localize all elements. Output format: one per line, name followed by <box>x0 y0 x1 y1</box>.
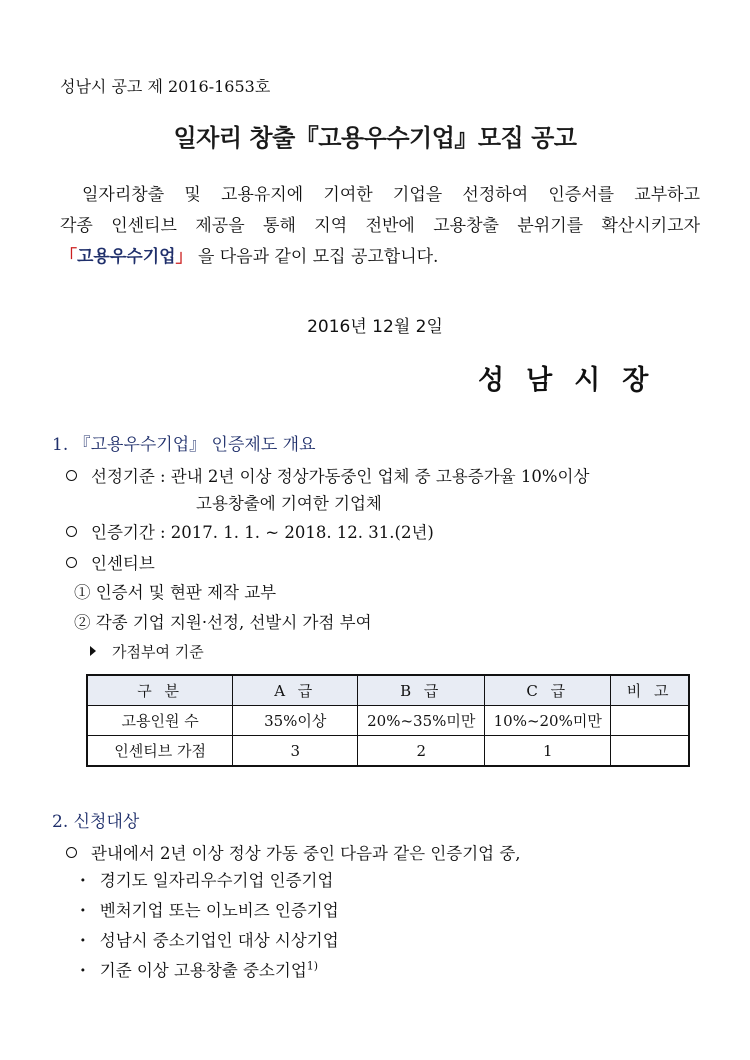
eligibility-intro-text: 관내에서 2년 이상 정상 가동 중인 다음과 같은 인증기업 중, <box>91 844 521 863</box>
table-cell: 35%이상 <box>233 706 358 736</box>
dot-bullet-icon: · <box>80 931 86 950</box>
table-header-cell: 구 분 <box>87 675 233 706</box>
list-item <box>80 927 339 951</box>
eligibility-intro <box>66 840 521 864</box>
grade-table <box>86 674 690 767</box>
table-cell <box>611 736 689 767</box>
list-item <box>80 957 318 981</box>
incentive-item <box>66 550 155 574</box>
list-item <box>80 867 333 891</box>
highlight-company <box>60 247 193 267</box>
list-item <box>80 897 339 921</box>
table-row <box>87 706 689 736</box>
table-cell: 2 <box>358 736 485 767</box>
table-cell: 인센티브 가점 <box>87 736 233 767</box>
criteria-continuation: 고용창출에 기여한 기업체 <box>196 494 382 513</box>
bracket-open: 「 <box>60 247 77 267</box>
intro-paragraph <box>60 180 700 273</box>
intro-line-1: 일자리창출 및 고용유지에 기여한 기업을 선정하여 인증서를 교부하고 <box>82 185 700 205</box>
circle-bullet-icon <box>66 847 77 858</box>
criteria-item <box>66 463 589 487</box>
table-header-row <box>87 675 689 706</box>
intro-line-3-rest: 을 다음과 같이 모집 공고합니다. <box>192 247 439 267</box>
section-1-heading: 1. 『고용우수기업』 인증제도 개요 <box>52 435 316 455</box>
notice-number: 성남시 공고 제 2016-1653호 <box>60 77 271 96</box>
table-cell: 3 <box>233 736 358 767</box>
criteria-text: 선정기준 : 관내 2년 이상 정상가동중인 업체 중 고용증가율 10%이상 <box>91 467 590 486</box>
points-basis-text: 가점부여 기준 <box>112 643 204 661</box>
notice-title: 일자리 창출『고용우수기업』모집 공고 <box>173 124 577 152</box>
intro-line-2: 각종 인센티브 제공을 통해 지역 전반에 고용창출 분위기를 확산시키고자 <box>60 216 700 236</box>
table-header-cell: A 급 <box>233 675 358 706</box>
issuer-signature: 성남시장 <box>478 365 671 396</box>
table-header-cell: 비 고 <box>611 675 689 706</box>
table-cell: 20%~35%미만 <box>358 706 485 736</box>
list-item-text: 기준 이상 고용창출 중소기업 <box>99 961 307 980</box>
footnote-marker[interactable]: 1) <box>306 959 319 973</box>
table-header-cell: C 급 <box>485 675 611 706</box>
incentive-text: 인센티브 <box>91 554 155 573</box>
highlight-text: 고용우수기업 <box>77 247 176 267</box>
table-cell <box>611 706 689 736</box>
table-header-cell: B 급 <box>358 675 485 706</box>
notice-date: 2016년 12월 2일 <box>307 317 443 337</box>
triangle-bullet-icon <box>90 646 96 656</box>
table-row <box>87 736 689 767</box>
table-cell: 고용인원 수 <box>87 706 233 736</box>
list-item-text: 벤처기업 또는 이노비즈 인증기업 <box>99 901 339 920</box>
dot-bullet-icon: · <box>80 871 86 890</box>
incentive-sub-item: ② 각종 기업 지원·선정, 선발시 가점 부여 <box>74 613 372 632</box>
list-item-text: 성남시 중소기업인 대상 시상기업 <box>99 931 339 950</box>
period-text: 인증기간 : 2017. 1. 1. ~ 2018. 12. 31.(2년) <box>91 523 434 542</box>
circle-bullet-icon <box>66 470 77 481</box>
bracket-close: 」 <box>175 247 193 267</box>
list-item-text: 경기도 일자리우수기업 인증기업 <box>99 871 334 890</box>
intro-line-3 <box>60 242 700 273</box>
incentive-sub-item: ① 인증서 및 현판 제작 교부 <box>74 583 277 602</box>
period-item <box>66 519 434 543</box>
section-2-heading: 2. 신청대상 <box>52 812 140 832</box>
table-cell: 10%~20%미만 <box>485 706 611 736</box>
circle-bullet-icon <box>66 557 77 568</box>
circle-bullet-icon <box>66 526 77 537</box>
points-basis-item <box>90 641 204 662</box>
dot-bullet-icon: · <box>80 901 86 920</box>
dot-bullet-icon: · <box>80 961 86 980</box>
table-cell: 1 <box>485 736 611 767</box>
